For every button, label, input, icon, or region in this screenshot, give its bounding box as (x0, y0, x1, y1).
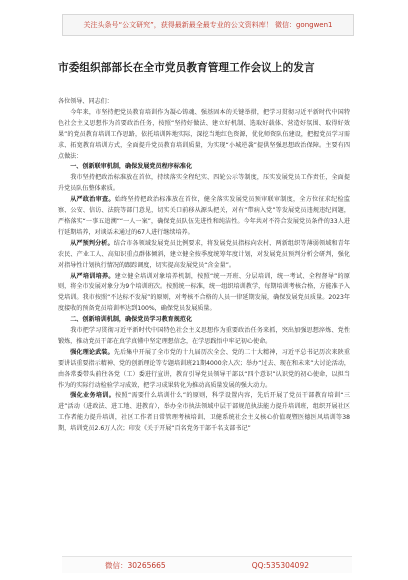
salutation: 各位领导、同志们： (58, 98, 113, 105)
section-2-paragraph-1: 我市把学习贯彻习近平新时代中国特色社会主义思想作为重要政治任务来抓，突出加强思想淬炼、党性锻炼，推动党员干部在真学真懂中坚定理想信念，在学思践悟中牢记初心使命。 (58, 327, 350, 345)
document-body (58, 97, 350, 555)
section-1-paragraph-4 (58, 272, 350, 316)
section-2-paragraph-2 (58, 348, 350, 392)
document-title: 市委组织部部长在全市党员教育管理工作会议上的发言 (58, 62, 315, 74)
footer-qq: QQ:535304092 (251, 560, 309, 570)
section-1-paragraph-1: 我市坚持把政治标准放在首位，持续落实全程纪实、四轮公示等制度，压实发展党员工作责任，全面提升党员队伍整体素质。 (58, 174, 350, 193)
paragraph-lead: 从严培训培养。 (70, 272, 115, 280)
paragraph-text: 先后集中开展了全市党的十九届历次全会、党的二十大精神，习近平总书记历次来陕重要讲话重要指示精神、党的创新理论等专题培训班21期4000余人次；举办“过去、现在和未来”大讨论活动，由各常委带头前往各党（工）委进行宣讲，教育引导党员领导干部以“四个意识”认识党的初心使命，以担当作为的实际行动检验学习成效，把学习成果转化为推动高质量发展的强大动力。 (58, 348, 350, 389)
paragraph-lead: 从严政治审查。 (70, 196, 115, 204)
paragraph-text: 按照“需要什么培训什么”的原则，科学设置内容，先后开展了党员干部教育培训“三进”活动（进政法、进工地、进教育），举办全市执法领域中层干部规范执法能力提升培训班，组织开展社区工作者能力提升培训，社区工作者日常管理考核培训、卫健系统社会主义核心价值观暨医德医风培训等38期，培训党员2.6万人次；印发《关于开展“百名党务干部千名支部书记” (58, 392, 350, 433)
footer-contact (62, 556, 352, 573)
paragraph-lead: 强化理论武装。 (70, 348, 114, 356)
paragraph-text: 始终坚持把政治标准放在首位，健全落实发展党员预审联审制度，全方位征求纪检监察、公安、信访、法院等部门意见，切实关口前移从源头把关，对有“带病入党”等发展党员违规违纪问题，严格落实“一事五追溯”“一人一案”，确保党员队伍先进性和纯洁性。今年共对不符合发展党员条件的33人进行延期培养，对谈话未通过的67人进行继续培养。 (58, 196, 350, 236)
paragraph-lead: 从严预判分析。 (70, 239, 114, 247)
section-heading-1: 一、创新联审机制，确保发展党员程序标准化 (70, 163, 193, 171)
section-heading-2: 二、创新培训机制，确保党员学习教育规范化 (70, 316, 193, 324)
intro-paragraph: 今年来，市坚持把党员教育培训作为凝心铸魂、强基固本的关键举措，把学习贯彻习近平新时代中国特色社会主义思想作为首要政治任务，按照“坚持好做法、建立好机制、选取好载体、营造好氛围、取得好效果”的党员教育培训工作思路，依托培训阵地实际，深挖当地红色资源，优化师资队伍建设，把握党员学习需求、拓宽教育培训方式，全面提升党员教育培训质量，为实现“小城逆袭”提供坚强思想政治保障。主要有四点做法： (58, 108, 350, 160)
section-1-paragraph-2 (58, 195, 350, 239)
section-1-paragraph-3 (58, 239, 350, 272)
paragraph-text: 结合市各领域发展党员比例要求，将发展党员指标向农村、两新组织等薄弱领域和青年农民、产业工人、高知识重点群体倾斜，建立健全按季度统筹年度计划，对发展党员预判分析会研判，强化对指导性计划执行情况的跟踪调度，切实提高发展党员“含金量”。 (58, 239, 350, 269)
paragraph-lead: 强化业务培训。 (70, 392, 116, 400)
paragraph-text: 建立健全培训对象培养机制，按照“统一开班、分层培训，统一考试、全程督导”的原则，将全市发展对象分为9个培训班次。按照统一标准，统一组织培训教学，每期培训考核合格，方能准予入党培训。我市按照“不达标不发展”的原则，对考核不合格的人员一律延期发展，确保发展党员质量。2023年度接收的预备党员培训率达到100%，确保党员发展质量。 (58, 272, 350, 313)
section-2-paragraph-3 (58, 391, 350, 435)
footer-wechat: 微信：30265665 (105, 560, 166, 570)
top-banner: 关注头条号“公文研究”，获得最新最全最专业的公文资料库！ 微信：gongwen1 (62, 14, 354, 36)
